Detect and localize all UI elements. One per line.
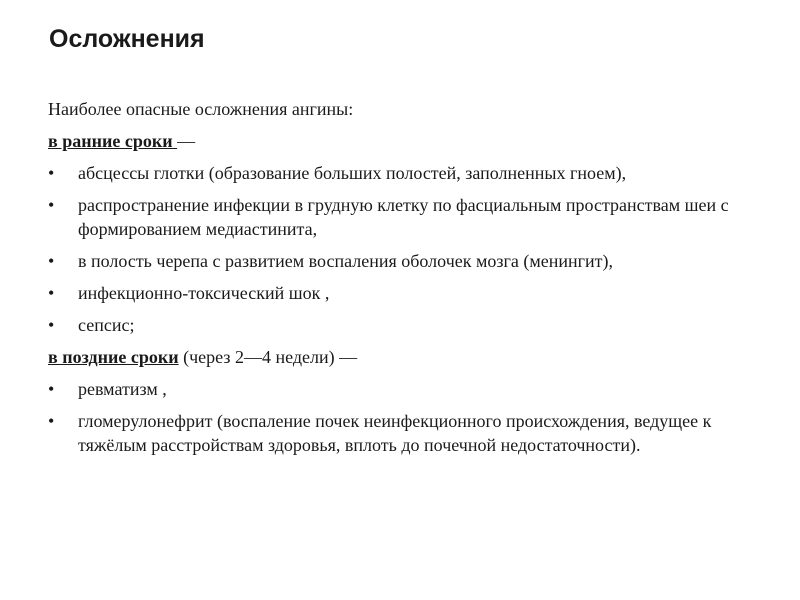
early-complications-list: [48, 161, 768, 337]
late-period-suffix: (через 2—4 недели) —: [178, 347, 358, 367]
list-item: [48, 161, 768, 185]
list-item-text: абсцессы глотки (образование больших полостей, заполненных гноем),: [78, 163, 627, 183]
bullet-icon: •: [48, 163, 55, 183]
list-item-text: инфекционно-токсический шок ,: [78, 283, 330, 303]
bullet-icon: •: [48, 315, 55, 335]
list-item-text: гломерулонефрит (воспаление почек неинфекционного происхождения, ведущее к тяжёлым расстройствам здоровья, вплоть до почечной недостаточности).: [78, 411, 712, 455]
bullet-icon: •: [48, 379, 55, 399]
list-item: [48, 281, 768, 305]
list-item: [48, 377, 768, 401]
slide-title: Осложнения: [49, 25, 205, 53]
bullet-icon: •: [48, 283, 55, 303]
list-item-text: распространение инфекции в грудную клетку по фасциальным пространствам шеи с формированием медиастинита,: [78, 195, 729, 239]
early-period-suffix: —: [177, 131, 196, 151]
list-item: [48, 193, 768, 241]
bullet-icon: •: [48, 411, 55, 431]
list-item: [48, 249, 768, 273]
late-period-heading: [48, 345, 768, 369]
slide-content: [48, 97, 768, 465]
early-period-label: в ранние сроки: [48, 131, 178, 151]
bullet-icon: •: [48, 251, 55, 271]
late-period-label: в поздние сроки: [48, 347, 179, 367]
list-item: [48, 313, 768, 337]
list-item-text: сепсис;: [78, 315, 135, 335]
bullet-icon: •: [48, 195, 55, 215]
intro-text: Наиболее опасные осложнения ангины:: [48, 99, 354, 119]
list-item-text: в полость черепа с развитием воспаления оболочек мозга (менингит),: [78, 251, 613, 271]
list-item: [48, 409, 768, 457]
early-period-heading: [48, 129, 768, 153]
late-complications-list: [48, 377, 768, 457]
list-item-text: ревматизм ,: [78, 379, 167, 399]
